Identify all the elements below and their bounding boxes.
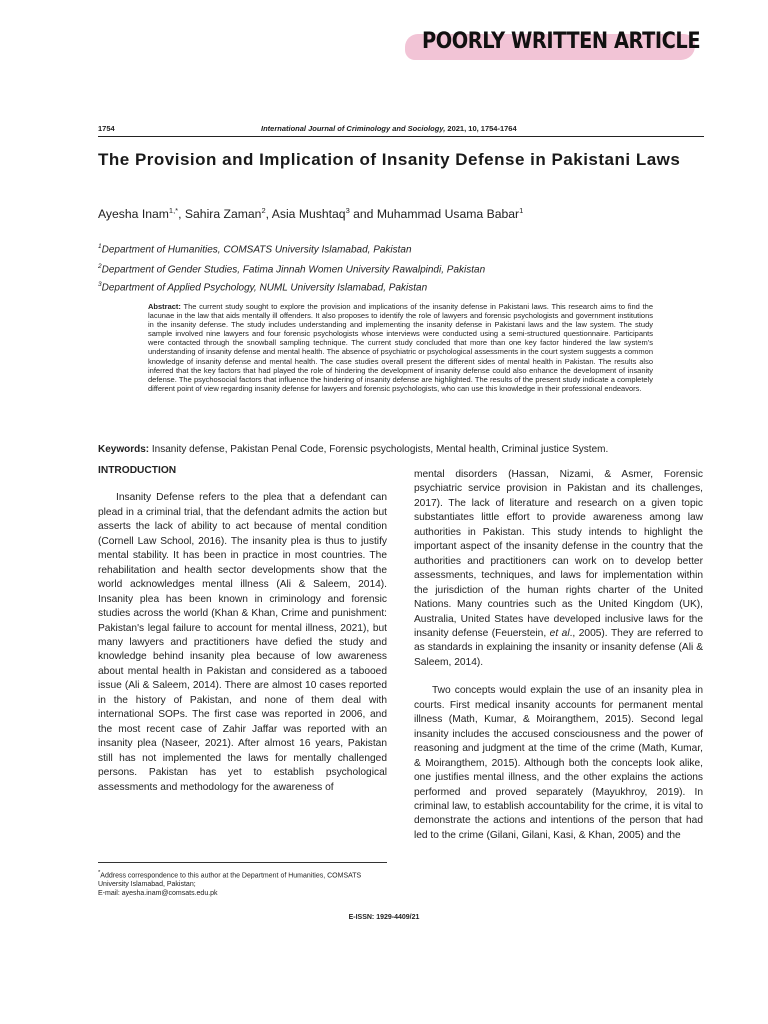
journal-volume: 2021, 10, 1754-1764 <box>447 124 517 133</box>
abstract-label: Abstract: <box>148 302 181 311</box>
paragraph-text: ., 2005). They are referred to as standards in explaining the insanity or insanity defense (Ali & Saleem, 2014). <box>414 627 703 668</box>
paragraph-italic: et al <box>549 627 570 639</box>
affiliation-text: Department of Gender Studies, Fatima Jinnah Women University Rawalpindi, Pakistan <box>101 264 486 276</box>
affiliation-number: 2 <box>98 263 102 270</box>
author-separator: , <box>178 207 185 222</box>
keywords <box>98 444 608 455</box>
author-mark: 2 <box>261 206 266 215</box>
affiliation-number: 3 <box>98 281 102 288</box>
author-name: Muhammad Usama Babar <box>376 207 520 222</box>
affiliation-text: Department of Humanities, COMSATS University Islamabad, Pakistan <box>101 244 412 256</box>
footnote-address <box>98 869 390 889</box>
header-rule <box>98 136 704 137</box>
abstract-text: The current study sought to explore the provision and implications of the insanity defense in Pakistani laws. This research aims to find the lacunae in the law that aids mentally ill offenders. It also proposes to identify the role of lawyers and forensic psychologists and government institutions in the insanity defense. The study includes understanding and implementing the insanity defense in Pakistani laws and the law system. The study sample involved nine lawyers and four forensic psychologists whose interviews were conducted using a semi-structured questionnaire. Participants were contacted through the snowball sampling technique. The current study concluded that more than one key factor hindered the law system's understanding of insanity defense and mental health. The absence of psychiatric or psychological assessments in the court system suggests a common knowledge of insanity defense and mental health. The case studies overall present the different sides of mental health in Pakistan. The results also inferred that the key factors that had played the role of hindering the development of insanity defense could also enhance the development of insanity defense. The psychosocial factors that influence the hindering of insanity defense are highlighted. The results of the present study indicate a completely different point of view regarding insanity defense for lawyers and forensic psychologists, who can use this knowledge in their professional endeavors. <box>148 302 653 393</box>
body-paragraph: Insanity Defense refers to the plea that a defendant can plead in a criminal trial, that the defendant admits the action but asserts the lack of ability to act because of mental condition (Cornell Law School, 2016). The insanity plea is thus to justify mental stability. It has been in practice in most countries. The rehabilitation and health sector developments show that the world acknowledges mental illness (Ali & Saleem, 2014). Insanity plea has been known in criminology and forensic studies across the world (Khan & Khan, Crime and punishment: Pakistan's legal failure to account for mental illness, 2021), but many lawyers and practitioners have defied the study and knowledge behind insanity plea because of low awareness about mental health in Pakistan and considered as a tabooed issue (Ali & Saleem, 2014). There are almost 10 cases reported in the history of Pakistan, and none of them deal with international SOPs. The first case was reported in 2006, and the most recent case of Zahir Jaffar was reported with an insanity plea (Naseer, 2021). After almost 16 years, Pakistan still has not implemented the laws for mentally challenged persons. Pakistan has yet to establish psychological assessments and methodology for the awareness of <box>98 492 387 793</box>
running-header <box>98 124 704 136</box>
affiliation-1 <box>98 243 412 255</box>
footnote-rule <box>98 862 387 863</box>
issn-footer: E-ISSN: 1929-4409/21 <box>348 914 420 921</box>
footnote <box>98 869 390 898</box>
body-paragraph: Two concepts would explain the use of an insanity plea in courts. First medical insanity accounts for permanent mental illness (Math, Kumar, & Moirangthem, 2015). Second legal insanity includes the accused consciousness and the power of reasoning and judgment at the time of the crime (Math, Kumar, & Moirangthem, 2015). Although both the concepts look alike, one justifies mental illness, and the other explains the actions performed and proved separately (Mayukhroy, 2019). In criminal law, to establish accountability for the crime, it is vital to demonstrate the actions and intentions of the person that had led to the crime (Gilani, Gilani, Kasi, & Khan, 2005) and the <box>414 685 703 841</box>
author-separator: , <box>265 207 272 222</box>
journal-citation <box>261 124 517 133</box>
author-mark: 3 <box>345 206 350 215</box>
section-heading: INTRODUCTION <box>98 465 177 476</box>
affiliation-number: 1 <box>98 243 102 250</box>
author-mark: 1 <box>519 206 524 215</box>
author-separator: and <box>349 207 377 222</box>
footnote-mark: * <box>98 870 101 876</box>
affiliation-text: Department of Applied Psychology, NUML University Islamabad, Pakistan <box>101 282 428 294</box>
banner <box>0 0 768 82</box>
journal-name: International Journal of Criminology and Sociology, <box>261 124 446 133</box>
abstract <box>148 302 653 393</box>
paragraph-text: mental disorders (Hassan, Nizami, & Asmer, Forensic psychiatric service provision in Pakistan and its challenges, 2017). The lack of literature and research on a given topic substantiates little effort to provide awareness among law authorities in Pakistan. This study intends to highlight the important aspect of the insanity defense in the country that the authorities and practitioners can work on to develop better assessments, techniques, and laws for implementation within the jurisdiction of the human rights charter of the United Nations. Many countries such as the United Kingdom (UK), Australia, United States have developed inclusive laws for the insanity defense (Feuerstein, <box>414 469 703 639</box>
author-name: Asia Mushtaq <box>271 207 346 222</box>
article-title: The Provision and Implication of Insanity Defense in Pakistani Laws <box>98 150 681 169</box>
affiliation-3 <box>98 281 427 293</box>
footnote-email: E-mail: ayesha.inam@comsats.edu.pk <box>98 890 218 898</box>
author-name: Sahira Zaman <box>184 207 262 222</box>
keywords-text: Insanity defense, Pakistan Penal Code, Forensic psychologists, Mental health, Criminal justice System. <box>151 444 609 455</box>
author-name: Ayesha Inam <box>98 207 169 222</box>
author-mark: 1,* <box>168 206 179 215</box>
body-paragraph <box>414 468 703 670</box>
keywords-label: Keywords: <box>98 444 150 455</box>
page-number: 1754 <box>98 124 115 133</box>
footnote-address-text: Address correspondence to this author at the Department of Humanities, COMSATS University Islamabad, Pakistan; <box>98 872 362 889</box>
author-list <box>98 206 523 221</box>
affiliation-2 <box>98 263 485 275</box>
banner-label: POORLY WRITTEN ARTICLE <box>422 29 701 54</box>
body-column-right <box>414 468 703 843</box>
body-column-left <box>98 464 387 795</box>
